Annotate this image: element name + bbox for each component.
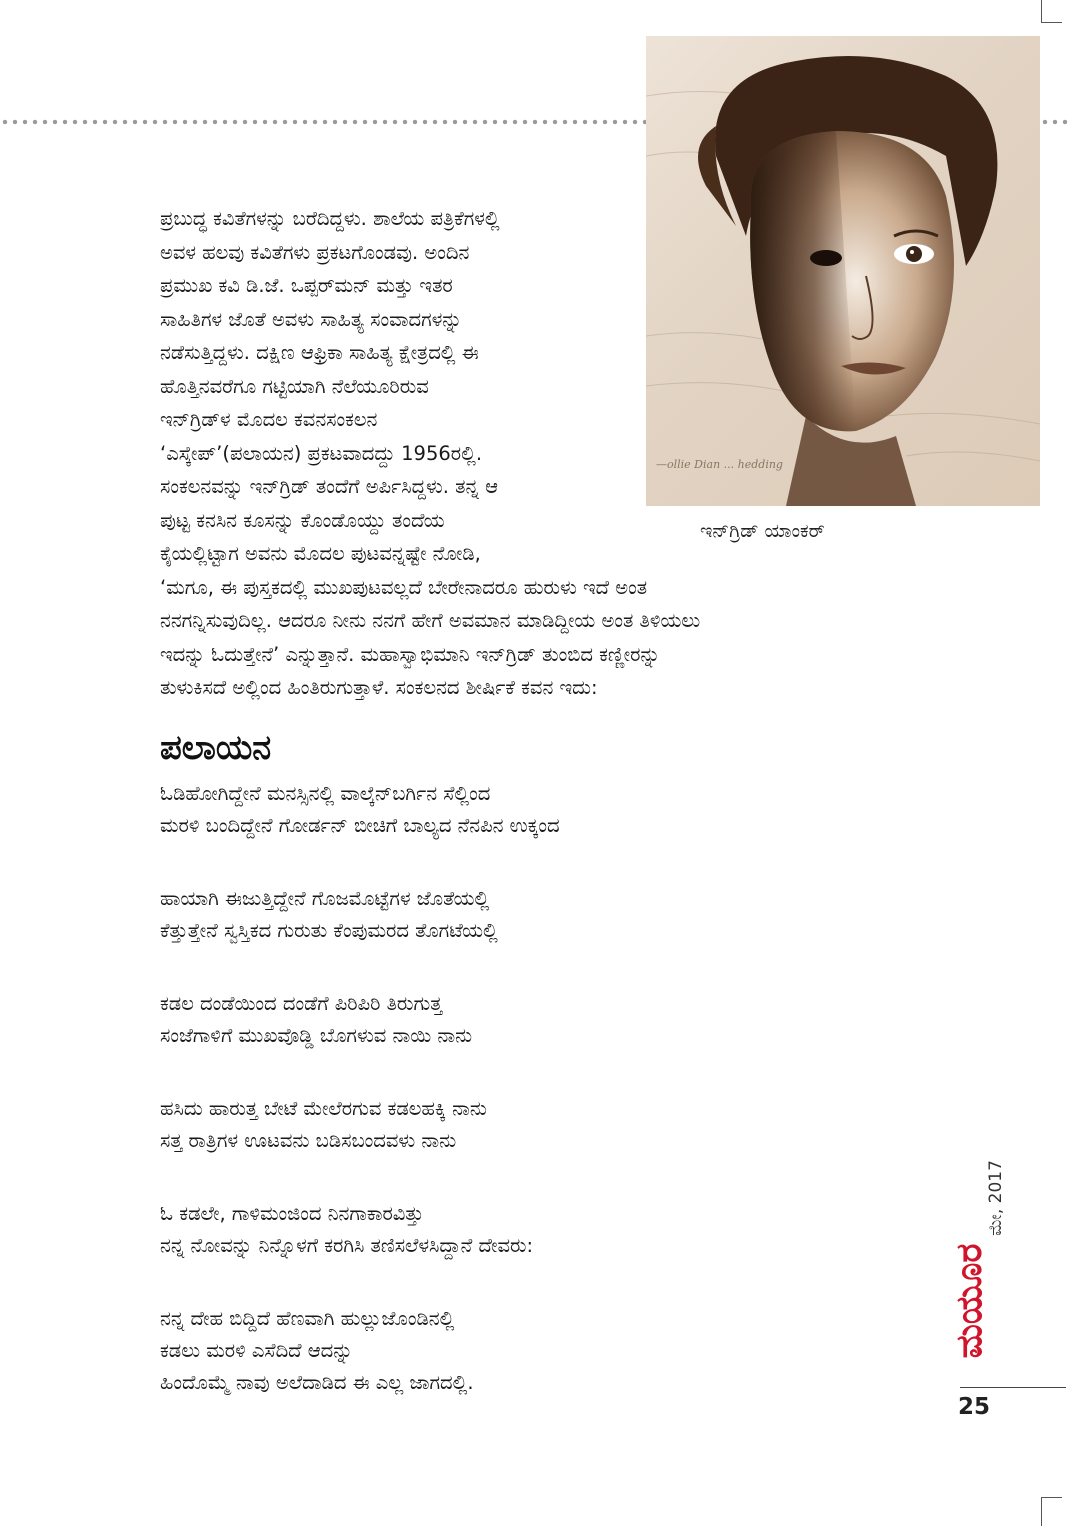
poem-line: ಕೆತ್ತುತ್ತೇನೆ ಸ್ವಸ್ತಿಕದ ಗುರುತು ಕೆಂಪುಮರದ ತೊಗಟೆಯಲ್ಲಿ [160,919,498,942]
page-number-rule [960,1387,1066,1388]
poem-line: ಹಿಂದೊಮ್ಮೆ ನಾವು ಅಲೆದಾಡಿದ ಈ ಎಲ್ಲ ಜಾಗದಲ್ಲಿ. [160,1371,474,1394]
poem-title: ಪಲಾಯನ [160,728,272,768]
article-line: ಪ್ರಬುದ್ಧ ಕವಿತೆಗಳನ್ನು ಬರೆದಿದ್ದಳು. ಶಾಲೆಯ ಪತ್ರಿಕೆಗಳಲ್ಲಿ [160,207,500,230]
article-body [160,202,920,705]
poem-body [160,778,800,1440]
article-line: ಸಂಕಲನವನ್ನು ಇನ್‌ಗ್ರಿಡ್ ತಂದೆಗೆ ಅರ್ಪಿಸಿದ್ದಳು. ತನ್ನ ಆ [160,475,499,498]
article-line: ಸಾಹಿತಿಗಳ ಜೊತೆ ಅವಳು ಸಾಹಿತ್ಯ ಸಂವಾದಗಳನ್ನು [160,307,462,331]
poem-line: ಹಸಿದು ಹಾರುತ್ತ ಬೇಟೆ ಮೇಲೆರಗುವ ಕಡಲಹಕ್ಕಿ ನಾನು [160,1097,487,1120]
article-line: ಕೈಯಲ್ಲಿಟ್ಟಾಗ ಅವನು ಮೊದಲ ಪುಟವನ್ನಷ್ಟೇ ನೋಡಿ, [160,542,481,565]
poem-line: ಕಡಲು ಮರಳಿ ಎಸೆದಿದೆ ಆದನ್ನು [160,1339,353,1362]
poem-stanza [160,883,800,947]
magazine-sidebar [938,1128,1028,1388]
article-line: ನನಗನ್ನಿಸುವುದಿಲ್ಲ. ಆದರೂ ನೀನು ನನಗೆ ಹೇಗೆ ಅವಮಾನ ಮಾಡಿದ್ದೀಯ ಅಂತ ತಿಳಿಯಲು [160,609,701,632]
crop-mark-bottom [1041,1497,1062,1526]
article-line: ಹೊತ್ತಿನವರೆಗೂ ಗಟ್ಟಿಯಾಗಿ ನೆಲೆಯೂರಿರುವ [160,374,429,398]
dotted-divider [1040,119,1072,125]
article-line: ‘ಎಸ್ಕೇಪ್’(ಪಲಾಯನ) ಪ್ರಕಟವಾದದ್ದು 1956ರಲ್ಲಿ. [160,441,483,465]
poem-line: ಹಾಯಾಗಿ ಈಜುತ್ತಿದ್ದೇನೆ ಗೊಜಮೊಟ್ಟೆಗಳ ಜೊತೆಯಲ್ಲಿ [160,887,490,910]
poem-stanza [160,988,800,1052]
poem-line: ಓ ಕಡಲೇ, ಗಾಳಿಮಂಜಿಂದ ನಿನಗಾಕಾರವಿತ್ತು [160,1202,424,1225]
poem-line: ಓಡಿಹೋಗಿದ್ದೇನೆ ಮನಸ್ಸಿನಲ್ಲಿ ವಾಲ್ಕೆನ್‌ಬರ್ಗಿನ ಸೆಲ್ಲಿಂದ [160,782,491,805]
article-line: ಇನ್‌ಗ್ರಿಡ್‌ಳ ಮೊದಲ ಕವನಸಂಕಲನ [160,408,378,431]
poem-line: ಸತ್ತ ರಾತ್ರಿಗಳ ಊಟವನು ಬಡಿಸಬಂದವಳು ನಾನು [160,1129,457,1152]
poem-stanza [160,778,800,842]
article-line: ‘ಮಗೂ, ಈ ಪುಸ್ತಕದಲ್ಲಿ ಮುಖಪುಟವಲ್ಲದೆ ಬೇರೇನಾದರೂ ಹುರುಳು ಇದೆ ಅಂತ [160,575,648,599]
article-line: ಪ್ರಮುಖ ಕವಿ ಡಿ.ಜೆ. ಒಪ್ಪರ್‌ಮನ್ ಮತ್ತು ಇತರ [160,274,453,297]
article-line: ಪುಟ್ಟ ಕನಸಿನ ಕೂಸನ್ನು ಕೊಂಡೊಯ್ದು ತಂದೆಯ [160,508,445,532]
dotted-divider [0,119,646,125]
poem-line: ಕಡಲ ದಂಡೆಯಿಂದ ದಂಡೆಗೆ ಪಿರಿಪಿರಿ ತಿರುಗುತ್ತ [160,992,443,1015]
page-number: 25 [958,1394,991,1420]
poem-stanza [160,1198,800,1262]
poem-line: ನನ್ನ ನೋವನ್ನು ನಿನ್ನೊಳಗೆ ಕರಗಿಸಿ ತಣಿಸಲೆಳಸಿದ್ದಾನೆ ದೇವರು: [160,1234,534,1257]
crop-mark-top [1041,0,1062,23]
article-line: ನಡೆಸುತ್ತಿದ್ದಳು. ದಕ್ಷಿಣ ಆಫ್ರಿಕಾ ಸಾಹಿತ್ಯ ಕ್ಷೇತ್ರದಲ್ಲಿ ಈ [160,341,479,364]
article-line: ಇದನ್ನು ಓದುತ್ತೇನೆ’ ಎನ್ನುತ್ತಾನೆ. ಮಹಾಸ್ವಾಭಿಮಾನಿ ಇನ್‌ಗ್ರಿಡ್ ತುಂಬಿದ ಕಣ್ಣೀರನ್ನು [160,642,661,666]
poem-line: ನನ್ನ ದೇಹ ಬಿದ್ದಿದೆ ಹೆಣವಾಗಿ ಹುಲ್ಲುಜೊಂಡಿನಲ್ಲಿ [160,1307,455,1330]
handwriting-text: —ollie Dian ... hedding [656,458,783,471]
issue-date: ಮೇ, 2017 [986,1160,1006,1236]
photo-caption: ಇನ್‌ಗ್ರಿಡ್ ಯಾಂಕರ್ [700,520,825,542]
article-line: ಅವಳ ಹಲವು ಕವಿತೆಗಳು ಪ್ರಕಟಗೊಂಡವು. ಅಂದಿನ [160,240,470,264]
poem-stanza [160,1303,800,1399]
poem-line: ಮರಳಿ ಬಂದಿದ್ದೇನೆ ಗೋರ್ಡನ್ ಬೀಚಿಗೆ ಬಾಲ್ಯದ ನೆನಪಿನ ಉಕ್ಕಂದ [160,814,560,837]
poem-line: ಸಂಜೆಗಾಳಿಗೆ ಮುಖವೊಡ್ಡಿ ಬೊಗಳುವ ನಾಯಿ ನಾನು [160,1024,473,1047]
poem-stanza [160,1093,800,1157]
magazine-logo: ಮಯೂರ [949,1243,990,1359]
article-line: ತುಳುಕಿಸದೆ ಅಲ್ಲಿಂದ ಹಿಂತಿರುಗುತ್ತಾಳೆ. ಸಂಕಲನದ ಶೀರ್ಷಿಕೆ ಕವನ ಇದು: [160,676,598,699]
